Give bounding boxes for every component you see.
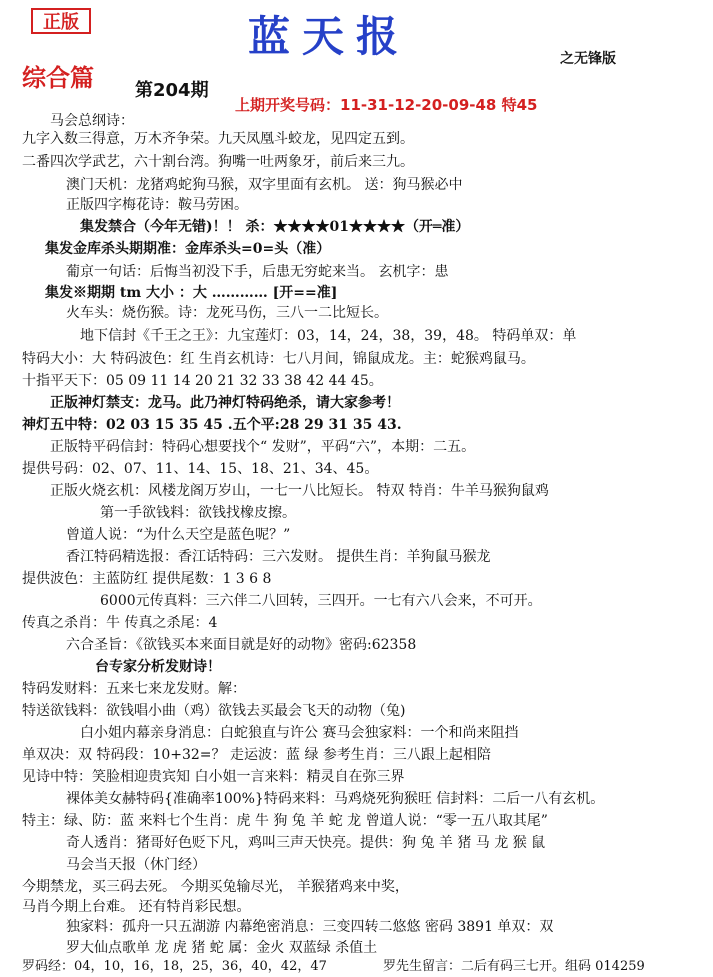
- text-line: 正版火烧玄机：风楼龙阁万岁山，一七一八比短长。 特双 特肖：牛羊马猴狗鼠鸡: [50, 483, 549, 499]
- text-line: 马肖今期上台难。 还有特肖彩民想。: [22, 899, 251, 915]
- section-title: 综合篇: [22, 63, 94, 92]
- text-line: 集发※期期 tm 大小 ：大 ………… [开==准]: [45, 285, 338, 301]
- text-line: 马会当天报（休门经）: [66, 857, 206, 873]
- text-line: 罗码经：04，10，16，18，25，36，40，42，47: [22, 959, 327, 974]
- text-line: 正版特平码信封：特码心想要找个“ 发财”，平码“六”，本期：二五。: [50, 439, 476, 455]
- text-line: 特送欲钱料：欲钱唱小曲（鸡）欲钱去买最会飞天的动物（兔): [22, 703, 406, 719]
- text-line: 提供波色：主蓝防红 提供尾数：1 3 6 8: [22, 571, 272, 587]
- text-line: 特码大小：大 特码波色：红 生肖玄机诗：七八月间，锦鼠成龙。主：蛇猴鸡鼠马。: [22, 351, 535, 367]
- newspaper-title: 蓝天报: [248, 12, 411, 61]
- text-line: 见诗中特：笑脸相迎贵宾知 白小姐一言来料：精灵自在弥三界: [22, 769, 405, 785]
- text-line: 传真之杀肖：牛 传真之杀尾：4: [22, 615, 218, 631]
- text-line: 葡京一句话：后悔当初没下手，后患无穷蛇来当。 玄机字：患: [66, 264, 449, 280]
- text-line: 集发金库杀头期期准：金库杀头=0=头（准）: [45, 241, 331, 257]
- issue-number: 第204期: [135, 80, 209, 101]
- text-line: 香江特码精选报：香江话特码：三六发财。 提供生肖：羊狗鼠马猴龙: [66, 549, 491, 565]
- text-line: 第一手欲钱料：欲钱找橡皮擦。: [100, 505, 296, 521]
- text-line: 集发禁合（今年无错)！！ 杀：★★★★01★★★★（开═准）: [80, 219, 470, 235]
- text-line: 曾道人说：“为什么天空是蓝色呢？”: [66, 527, 291, 543]
- text-line: 特码发财料：五来七来龙发财。解：: [22, 681, 246, 697]
- text-line: 白小姐内幕亲身消息：白蛇狼直与许公 赛马会独家料：一个和尚来阻挡: [80, 725, 519, 741]
- text-line: 提供号码：02、07、11、14、15、18、21、34、45。: [22, 461, 379, 477]
- text-line: 神灯五中特：02 03 15 35 45 .五个平:28 29 31 35 43.: [22, 417, 402, 433]
- text-line: 独家料：孤舟一只五湖游 内幕绝密消息：三变四转二悠悠 密码 3891 单双：双: [66, 919, 554, 935]
- edition-label: 之无锋版: [560, 51, 616, 67]
- text-line: 奇人透肖：猪哥好色贬下凡，鸡叫三声天快亮。提供：狗 兔 羊 猪 马 龙 猴 鼠: [66, 835, 546, 851]
- text-line: 正版四字梅花诗：鞍马劳困。: [66, 197, 248, 213]
- text-line: 地下信封《千王之王》：九宝莲灯：03，14，24，38，39，48。 特码单双：单: [80, 328, 577, 344]
- text-line: 九字入数三得意，万木齐争荣。九天凤凰斗蛟龙，见四定五到。: [22, 131, 414, 147]
- genuine-stamp: 正版: [31, 8, 91, 34]
- text-line: 澳门天机：龙猪鸡蛇狗马猴，双字里面有玄机。 送：狗马猴必中: [66, 177, 463, 193]
- text-line: 单双决：双 特码段：10+32=？ 走运波：蓝 绿 参考生肖：三八跟上起相陪: [22, 747, 491, 763]
- text-line: 特主：绿、防：蓝 来料七个生肖：虎 牛 狗 兔 羊 蛇 龙 曾道人说：“零一五八取其尾”: [22, 813, 548, 829]
- text-line: 正版神灯禁支：龙马。此乃神灯特码绝杀，请大家参考！: [50, 395, 400, 411]
- text-line: 马会总纲诗：: [50, 113, 134, 129]
- text-line: 6000元传真料：三六伴二八回转，三四开。一七有六八会来，不可开。: [100, 593, 542, 609]
- text-line: 裸体美女赫特码{准确率100%}特码来料：马鸡烧死狗猴旺 信封料：二后一八有玄机。: [66, 791, 605, 807]
- last-draw-numbers: 上期开奖号码：11-31-12-20-09-48 特45: [235, 96, 538, 114]
- text-line: 罗先生留言：二后有码三七开。组码 014259: [383, 959, 645, 974]
- text-line: 六合圣旨：《欲钱买本来面目就是好的动物》密码:62358: [66, 637, 417, 653]
- text-line: 二番四次学武艺，六十割台湾。狗嘴一吐两象牙，前后来三九。: [22, 154, 414, 170]
- text-line: 十指平天下：05 09 11 14 20 21 32 33 38 42 44 45。: [22, 373, 383, 389]
- text-line: 火车头：烧伤猴。诗：龙死马伤，三八一二比短长。: [66, 305, 388, 321]
- text-line: 罗大仙点歌单 龙 虎 猪 蛇 属：金火 双蓝绿 杀值土: [66, 940, 378, 956]
- text-line: 今期禁龙，买三码去死。 今期买兔输尽光， 羊猴猪鸡来中奖，: [22, 879, 409, 895]
- text-line: 台专家分析发财诗！: [95, 659, 221, 675]
